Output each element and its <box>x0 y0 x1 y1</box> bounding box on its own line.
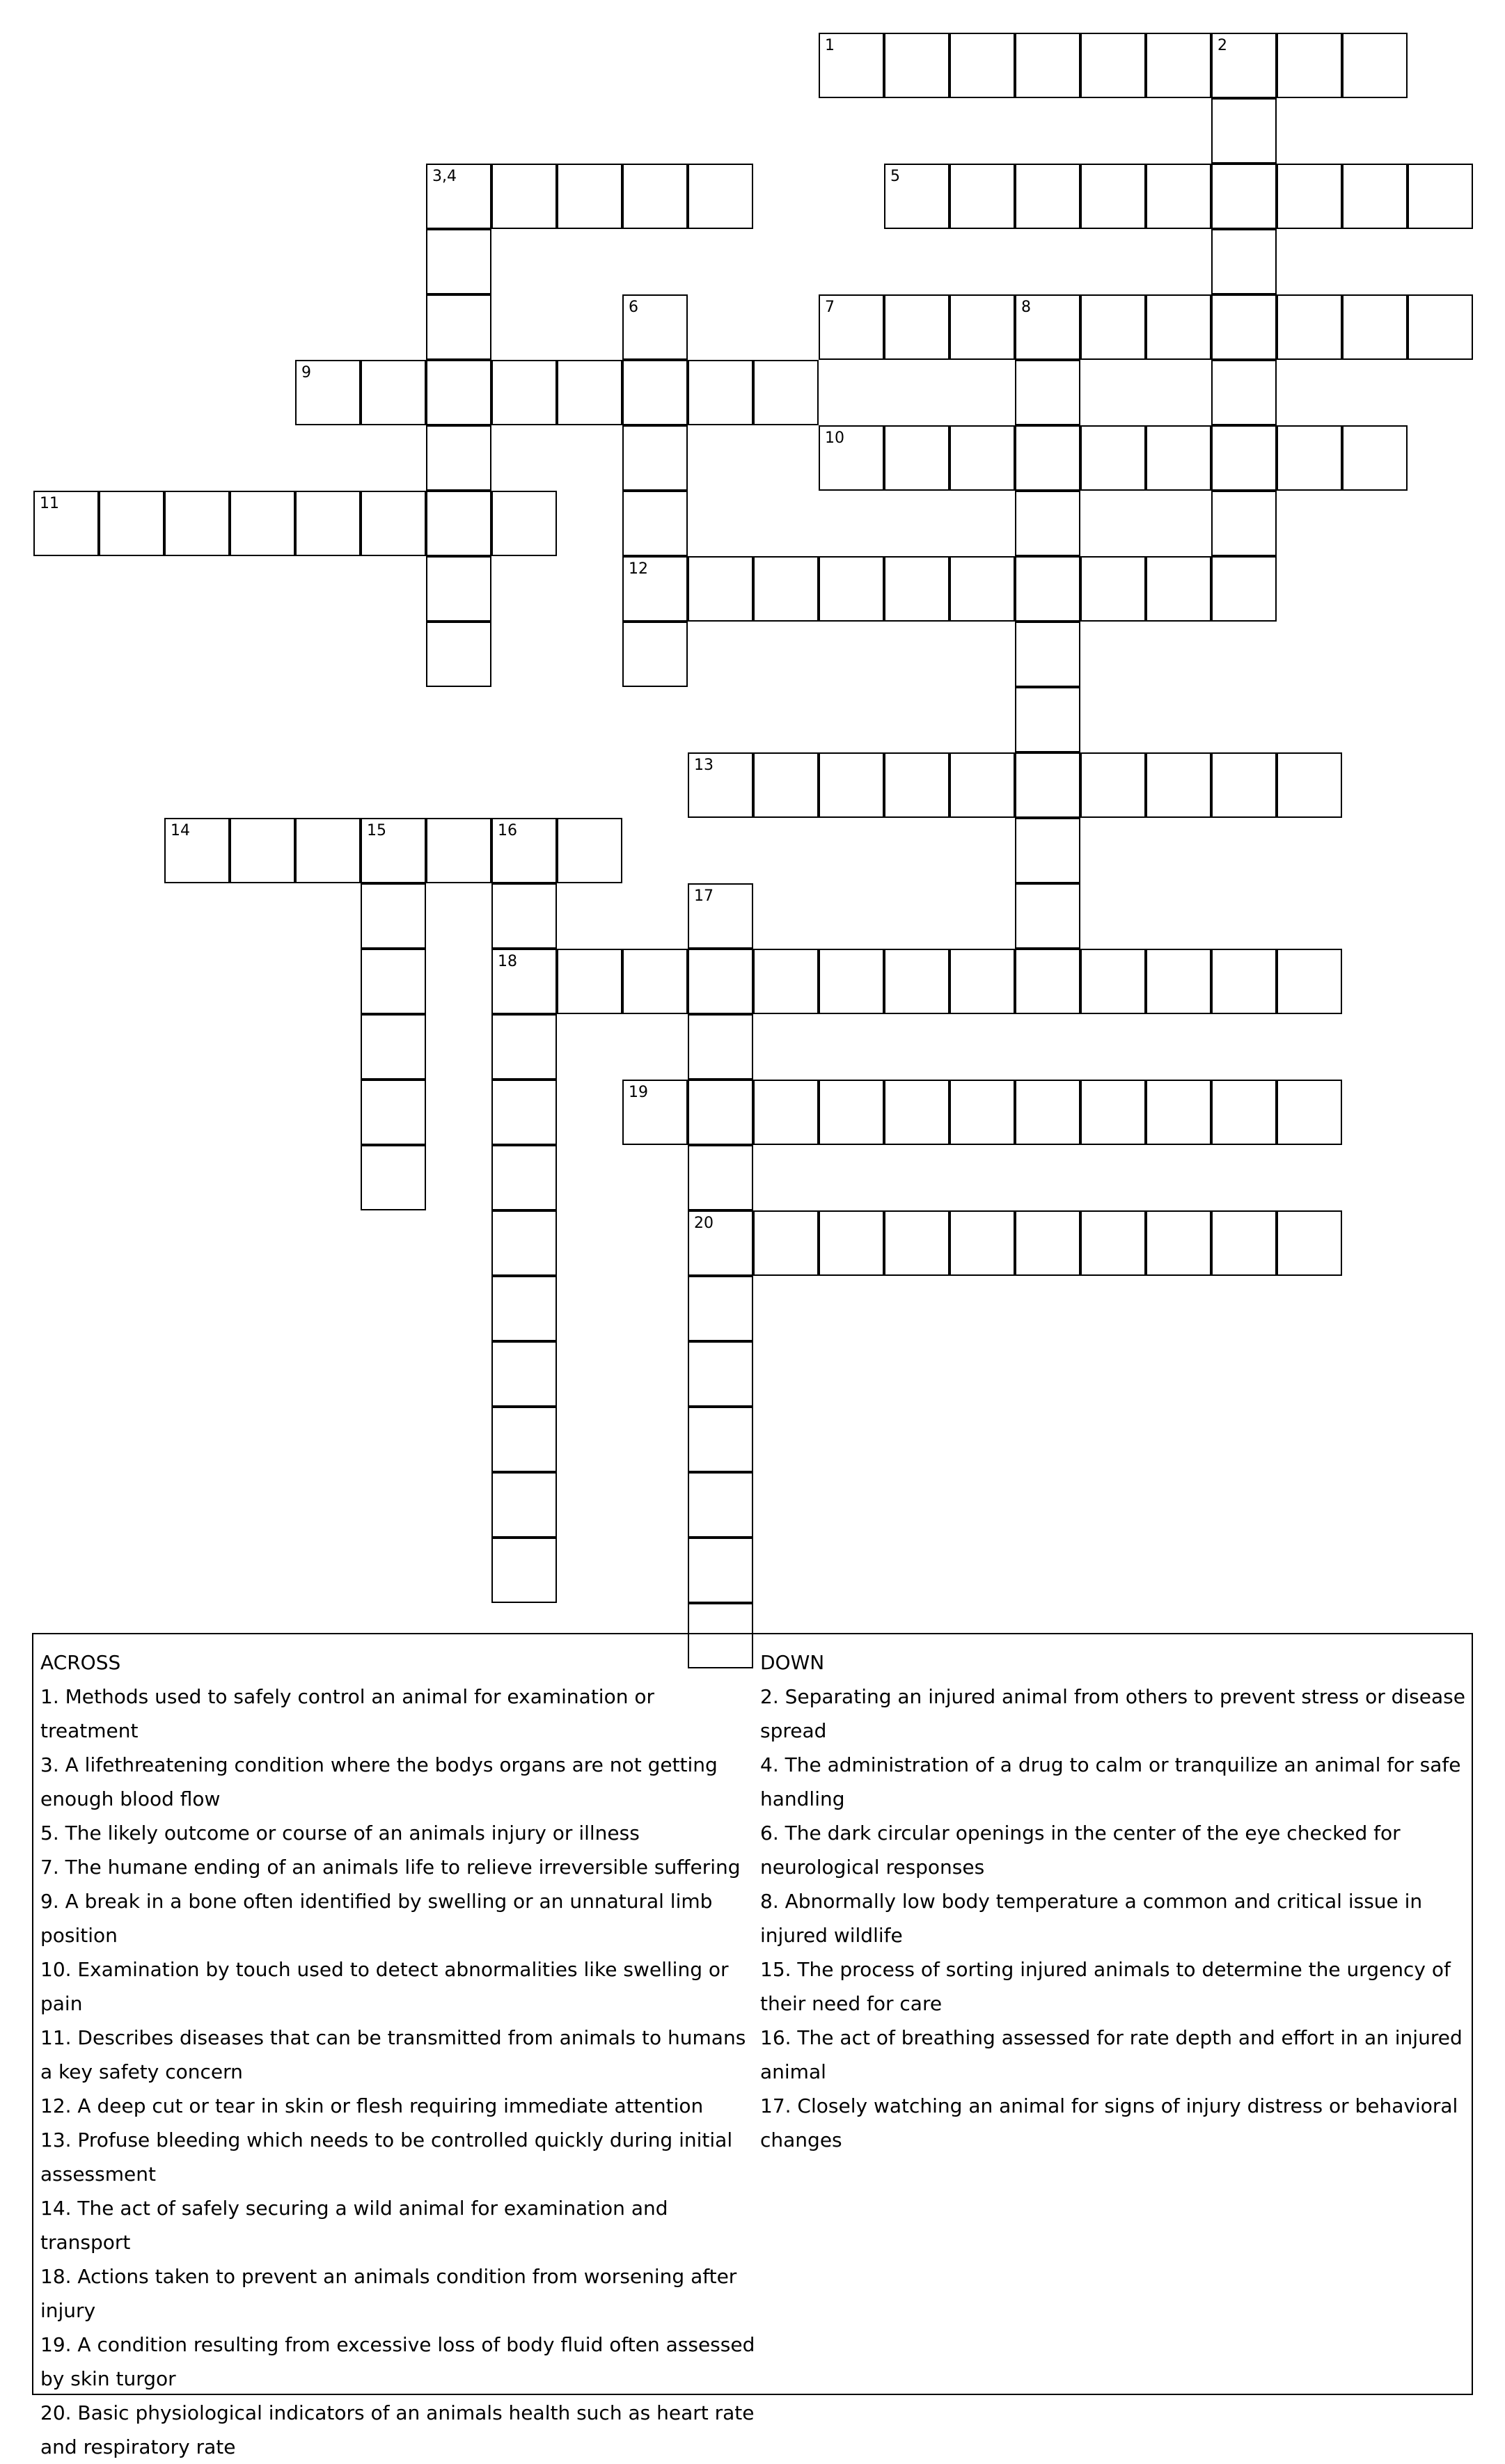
grid-cell[interactable] <box>753 949 819 1014</box>
grid-cell[interactable] <box>819 294 884 360</box>
grid-cell[interactable] <box>819 33 884 98</box>
grid-cell[interactable] <box>361 818 426 883</box>
grid-cell[interactable] <box>1211 1210 1277 1276</box>
grid-cell[interactable] <box>688 883 753 949</box>
grid-cell[interactable] <box>688 1472 753 1538</box>
grid-cell[interactable] <box>1211 164 1277 229</box>
grid-cell[interactable] <box>1408 294 1473 360</box>
grid-cell[interactable] <box>622 360 688 425</box>
grid-cell[interactable] <box>361 360 426 425</box>
grid-cell[interactable] <box>688 360 753 425</box>
grid-cell[interactable] <box>884 33 950 98</box>
grid-cell[interactable] <box>1277 33 1342 98</box>
grid-cell[interactable] <box>426 425 491 491</box>
grid-cell[interactable] <box>426 818 491 883</box>
clue-across: 18. Actions taken to prevent an animals condition from worsening after injury <box>40 2265 737 2322</box>
grid-cell[interactable] <box>950 164 1015 229</box>
grid-cell[interactable] <box>1211 98 1277 164</box>
grid-cell[interactable] <box>426 294 491 360</box>
down-heading: DOWN <box>760 1651 825 1674</box>
grid-cell[interactable] <box>1211 360 1277 425</box>
clue-number: 14 <box>171 822 190 839</box>
grid-cell[interactable] <box>1277 294 1342 360</box>
clue-across: 1. Methods used to safely control an animal for examination or treatment <box>40 1685 654 1742</box>
clue-number: 19 <box>629 1084 648 1101</box>
grid-cell[interactable] <box>164 818 230 883</box>
grid-cell[interactable] <box>622 294 688 360</box>
grid-cell[interactable] <box>884 1210 950 1276</box>
grid-cell[interactable] <box>950 33 1015 98</box>
clue-down: 4. The administration of a drug to calm or tranquilize an animal for safe handling <box>760 1753 1461 1810</box>
grid-cell[interactable] <box>1080 752 1146 818</box>
grid-cell[interactable] <box>884 949 950 1014</box>
clue-number: 15 <box>367 822 386 839</box>
clue-across: 19. A condition resulting from excessive loss of body fluid often assessed by skin turgor <box>40 2333 755 2390</box>
grid-cell[interactable] <box>753 752 819 818</box>
grid-cell[interactable] <box>1015 883 1080 949</box>
grid-cell[interactable] <box>1277 1210 1342 1276</box>
grid-cell[interactable] <box>361 1014 426 1080</box>
grid-cell[interactable] <box>491 818 557 883</box>
grid-cell[interactable] <box>361 491 426 556</box>
grid-cell[interactable] <box>361 1145 426 1210</box>
grid-cell[interactable] <box>1080 33 1146 98</box>
clue-across: 9. A break in a bone often identified by swelling or an unnatural limb position <box>40 1890 713 1947</box>
grid-cell[interactable] <box>884 425 950 491</box>
grid-cell[interactable] <box>688 949 753 1014</box>
clue-number: 10 <box>825 429 844 447</box>
grid-cell[interactable] <box>491 883 557 949</box>
grid-cell[interactable] <box>1211 491 1277 556</box>
clue-down: 6. The dark circular openings in the center of the eye checked for neurological responses <box>760 1822 1401 1879</box>
grid-cell[interactable] <box>1277 949 1342 1014</box>
grid-cell[interactable] <box>361 883 426 949</box>
grid-cell[interactable] <box>1342 164 1408 229</box>
grid-cell[interactable] <box>491 1341 557 1407</box>
clue-number: 17 <box>694 887 714 905</box>
clue-down: 17. Closely watching an animal for signs of injury distress or behavioral changes <box>760 2094 1458 2151</box>
grid-cell[interactable] <box>753 1210 819 1276</box>
clue-down: 16. The act of breathing assessed for rate depth and effort in an injured animal <box>760 2026 1463 2083</box>
grid-cell[interactable] <box>688 1407 753 1472</box>
clue-number: 7 <box>825 299 835 316</box>
grid-cell[interactable] <box>950 425 1015 491</box>
grid-cell[interactable] <box>819 425 884 491</box>
across-clues <box>40 1645 757 2464</box>
grid-cell[interactable] <box>688 1276 753 1341</box>
grid-cell[interactable] <box>1277 1080 1342 1145</box>
grid-cell[interactable] <box>491 1145 557 1210</box>
clue-number: 11 <box>40 495 59 512</box>
grid-cell[interactable] <box>1146 949 1211 1014</box>
grid-cell[interactable] <box>491 1538 557 1603</box>
grid-cell[interactable] <box>164 491 230 556</box>
grid-cell[interactable] <box>1211 556 1277 622</box>
grid-cell[interactable] <box>99 491 164 556</box>
grid-cell[interactable] <box>1211 425 1277 491</box>
clue-number: 1 <box>825 37 835 54</box>
grid-cell[interactable] <box>1146 294 1211 360</box>
clue-number: 20 <box>694 1215 714 1232</box>
grid-cell[interactable] <box>819 1080 884 1145</box>
grid-cell[interactable] <box>688 1538 753 1603</box>
grid-cell[interactable] <box>753 360 819 425</box>
grid-cell[interactable] <box>950 294 1015 360</box>
grid-cell[interactable] <box>1211 33 1277 98</box>
grid-cell[interactable] <box>753 1080 819 1145</box>
grid-cell[interactable] <box>491 949 557 1014</box>
grid-cell[interactable] <box>622 949 688 1014</box>
clue-across: 13. Profuse bleeding which needs to be controlled quickly during initial assessment <box>40 2129 733 2186</box>
grid-cell[interactable] <box>1015 752 1080 818</box>
grid-cell[interactable] <box>491 491 557 556</box>
grid-cell[interactable] <box>1080 949 1146 1014</box>
clue-number: 13 <box>694 757 714 774</box>
grid-cell[interactable] <box>1015 1080 1080 1145</box>
grid-cell[interactable] <box>295 360 361 425</box>
grid-cell[interactable] <box>426 229 491 294</box>
grid-cell[interactable] <box>1342 33 1408 98</box>
grid-cell[interactable] <box>884 752 950 818</box>
grid-cell[interactable] <box>1015 294 1080 360</box>
clue-number: 6 <box>629 299 638 316</box>
clue-across: 7. The humane ending of an animals life to relieve irreversible suffering <box>40 1856 741 1879</box>
grid-cell[interactable] <box>1080 164 1146 229</box>
grid-cell[interactable] <box>1211 1080 1277 1145</box>
grid-cell[interactable] <box>1015 818 1080 883</box>
grid-cell[interactable] <box>1277 164 1342 229</box>
grid-cell[interactable] <box>688 752 753 818</box>
grid-cell[interactable] <box>1408 164 1473 229</box>
clue-number: 9 <box>301 364 311 381</box>
clue-number: 2 <box>1218 37 1227 54</box>
grid-cell[interactable] <box>950 752 1015 818</box>
down-clues <box>760 1645 1470 2157</box>
grid-cell[interactable] <box>950 1080 1015 1145</box>
grid-cell[interactable] <box>426 164 491 229</box>
grid-cell[interactable] <box>491 1276 557 1341</box>
clue-number: 8 <box>1021 299 1031 316</box>
grid-cell[interactable] <box>1015 491 1080 556</box>
grid-cell[interactable] <box>1015 33 1080 98</box>
clue-down: 2. Separating an injured animal from others to prevent stress or disease spread <box>760 1685 1465 1742</box>
grid-cell[interactable] <box>1342 294 1408 360</box>
grid-cell[interactable] <box>1080 1080 1146 1145</box>
grid-cell[interactable] <box>426 622 491 687</box>
grid-cell[interactable] <box>950 1210 1015 1276</box>
clue-across: 20. Basic physiological indicators of an animals health such as heart rate and respiratory rate <box>40 2401 755 2458</box>
grid-cell[interactable] <box>557 818 622 883</box>
grid-cell[interactable] <box>819 752 884 818</box>
grid-cell[interactable] <box>491 1210 557 1276</box>
grid-cell[interactable] <box>1146 33 1211 98</box>
grid-cell[interactable] <box>819 1210 884 1276</box>
grid-cell[interactable] <box>491 164 557 229</box>
clue-across: 12. A deep cut or tear in skin or flesh requiring immediate attention <box>40 2094 704 2117</box>
grid-cell[interactable] <box>1277 752 1342 818</box>
grid-cell[interactable] <box>1342 425 1408 491</box>
grid-cell[interactable] <box>950 556 1015 622</box>
grid-cell[interactable] <box>1080 1210 1146 1276</box>
grid-cell[interactable] <box>491 360 557 425</box>
grid-cell[interactable] <box>426 556 491 622</box>
clue-across: 10. Examination by touch used to detect abnormalities like swelling or pain <box>40 1958 729 2015</box>
clue-panel <box>32 1633 1473 2458</box>
grid-cell[interactable] <box>688 1014 753 1080</box>
grid-cell[interactable] <box>819 556 884 622</box>
clue-number: 5 <box>890 168 900 185</box>
clue-across: 14. The act of safely securing a wild animal for examination and transport <box>40 2197 668 2254</box>
grid-cell[interactable] <box>1015 622 1080 687</box>
grid-cell[interactable] <box>230 491 295 556</box>
grid-cell[interactable] <box>819 949 884 1014</box>
grid-cell[interactable] <box>1211 949 1277 1014</box>
grid-cell[interactable] <box>622 1080 688 1145</box>
clue-number: 12 <box>629 560 648 578</box>
grid-cell[interactable] <box>1277 425 1342 491</box>
grid-cell[interactable] <box>1211 752 1277 818</box>
grid-cell[interactable] <box>1015 687 1080 752</box>
grid-cell[interactable] <box>688 1341 753 1407</box>
grid-cell[interactable] <box>884 556 950 622</box>
grid-cell[interactable] <box>295 491 361 556</box>
clue-across: 5. The likely outcome or course of an animals injury or illness <box>40 1822 640 1845</box>
grid-cell[interactable] <box>426 360 491 425</box>
clue-number: 3,4 <box>432 168 457 185</box>
grid-cell[interactable] <box>1015 164 1080 229</box>
grid-cell[interactable] <box>688 1145 753 1210</box>
grid-cell[interactable] <box>622 425 688 491</box>
grid-cell[interactable] <box>753 556 819 622</box>
grid-cell[interactable] <box>1080 425 1146 491</box>
grid-cell[interactable] <box>426 491 491 556</box>
grid-cell[interactable] <box>491 1014 557 1080</box>
grid-cell[interactable] <box>622 491 688 556</box>
grid-cell[interactable] <box>295 818 361 883</box>
grid-cell[interactable] <box>1080 294 1146 360</box>
grid-cell[interactable] <box>1146 556 1211 622</box>
across-heading: ACROSS <box>40 1651 121 1674</box>
grid-cell[interactable] <box>557 360 622 425</box>
grid-cell[interactable] <box>1146 164 1211 229</box>
clue-number: 16 <box>498 822 517 839</box>
grid-cell[interactable] <box>557 164 622 229</box>
grid-cell[interactable] <box>1015 556 1080 622</box>
grid-cell[interactable] <box>491 1080 557 1145</box>
clue-number: 18 <box>498 953 517 970</box>
grid-cell[interactable] <box>1015 425 1080 491</box>
grid-cell[interactable] <box>491 1407 557 1472</box>
grid-cell[interactable] <box>491 1472 557 1538</box>
grid-cell[interactable] <box>622 622 688 687</box>
grid-cell[interactable] <box>884 1080 950 1145</box>
grid-cell[interactable] <box>1211 294 1277 360</box>
grid-cell[interactable] <box>688 1210 753 1276</box>
grid-cell[interactable] <box>1146 752 1211 818</box>
grid-cell[interactable] <box>1015 1210 1080 1276</box>
grid-cell[interactable] <box>622 556 688 622</box>
grid-cell[interactable] <box>688 556 753 622</box>
grid-cell[interactable] <box>950 949 1015 1014</box>
grid-cell[interactable] <box>1015 360 1080 425</box>
grid-cell[interactable] <box>1146 1210 1211 1276</box>
clue-down: 8. Abnormally low body temperature a common and critical issue in injured wildlife <box>760 1890 1423 1947</box>
grid-cell[interactable] <box>1080 556 1146 622</box>
grid-cell[interactable] <box>688 164 753 229</box>
clue-across: 11. Describes diseases that can be transmitted from animals to humans a key safety concern <box>40 2026 746 2083</box>
grid-cell[interactable] <box>884 164 950 229</box>
grid-cell[interactable] <box>1211 229 1277 294</box>
grid-cell[interactable] <box>1146 425 1211 491</box>
grid-cell[interactable] <box>884 294 950 360</box>
grid-cell[interactable] <box>1015 949 1080 1014</box>
clue-down: 15. The process of sorting injured animals to determine the urgency of their need for care <box>760 1958 1451 2015</box>
grid-cell[interactable] <box>557 949 622 1014</box>
grid-cell[interactable] <box>361 1080 426 1145</box>
clue-across: 3. A lifethreatening condition where the bodys organs are not getting enough blood flow <box>40 1753 718 1810</box>
grid-cell[interactable] <box>230 818 295 883</box>
grid-cell[interactable] <box>1146 1080 1211 1145</box>
grid-cell[interactable] <box>33 491 99 556</box>
grid-cell[interactable] <box>622 164 688 229</box>
grid-cell[interactable] <box>361 949 426 1014</box>
grid-cell[interactable] <box>688 1080 753 1145</box>
